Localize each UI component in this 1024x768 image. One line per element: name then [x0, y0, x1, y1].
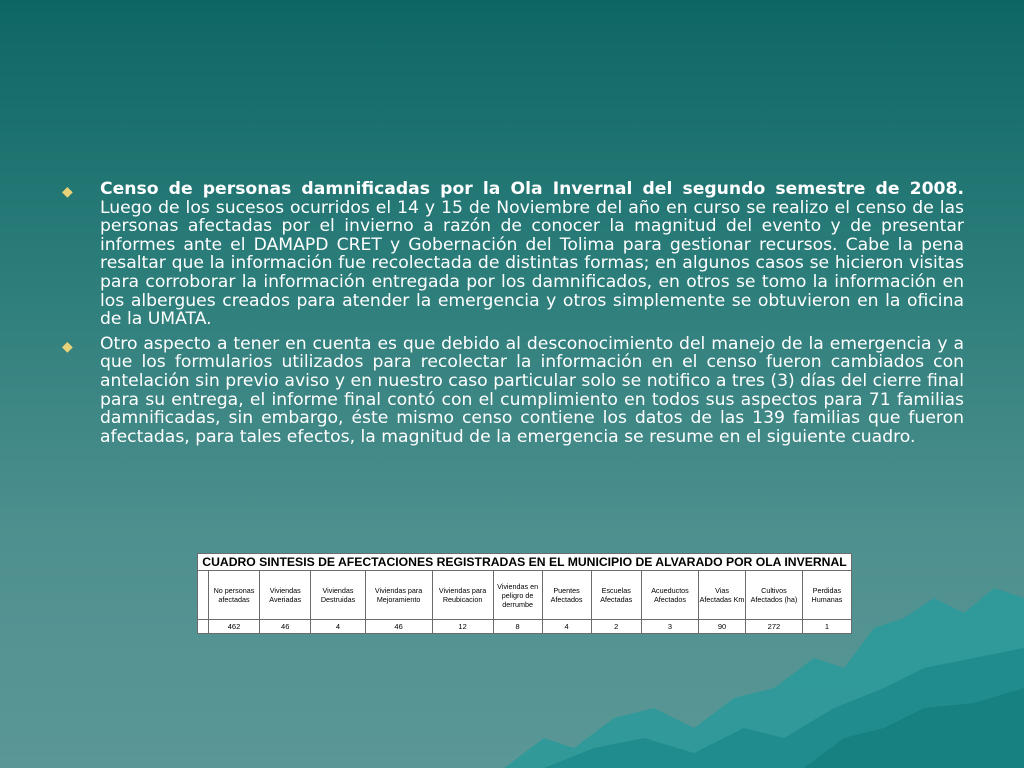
table-header-cell: No personas afectadas [209, 571, 260, 620]
table-cell: 46 [260, 620, 311, 634]
table-header-cell: Viviendas Destruidas [311, 571, 365, 620]
table-blank-cell [198, 571, 209, 620]
table-cell: 12 [432, 620, 493, 634]
table-title: CUADRO SINTESIS DE AFECTACIONES REGISTRADAS EN EL MUNICIPIO DE ALVARADO POR OLA INVERNAL [198, 554, 852, 571]
paragraph-text: Luego de los sucesos ocurridos el 14 y 15 de Noviembre del año en curso se realizo el censo de las personas afectadas por el invierno a razón de conocer la magnitud del evento y de presentar informes ante el DAMAPD CRET y Gobernación del Tolima para gestionar recursos. Cabe la pena resaltar que la información fue recolectada de distintas formas; en algunos casos se hicieron visitas para corroborar la información entregada por los damnificados, en otros se tomo la información en los albergues creados para atender la emergencia y otros simplemente se obtuvieron en la oficina de la UMATA. [100, 197, 964, 330]
table-header-cell: Escuelas Afectadas [591, 571, 642, 620]
table-cell: 3 [642, 620, 699, 634]
paragraph-heading: Censo de personas damnificadas por la Ola Invernal del segundo semestre de 2008. [100, 179, 964, 199]
table-header-cell: Viviendas Averiadas [260, 571, 311, 620]
table-header-cell: Puentes Afectados [542, 571, 591, 620]
table-header-cell: Viviendas para Reubicacion [432, 571, 493, 620]
list-item [62, 335, 964, 453]
paragraph-other-aspect [100, 335, 964, 447]
table-cell: 90 [699, 620, 746, 634]
diamond-bullet-icon: ◆ [62, 338, 73, 355]
table-cell: 2 [591, 620, 642, 634]
table-cell: 4 [542, 620, 591, 634]
table-cell: 4 [311, 620, 365, 634]
table-cell: 46 [365, 620, 432, 634]
table-header-cell: Viviendas en peligro de derrumbe [493, 571, 542, 620]
table-cell: 272 [746, 620, 803, 634]
paragraph-census [100, 180, 964, 329]
table-header-cell: Cultivos Afectados (ha) [746, 571, 803, 620]
table-cell: 462 [209, 620, 260, 634]
body-text [62, 180, 964, 452]
list-item [62, 180, 964, 335]
paragraph-text: Otro aspecto a tener en cuenta es que debido al desconocimiento del manejo de la emergencia y a que los formularios utilizados para recolectar la información en el censo fueron cambiados con antelación sin previo aviso y en nuestro caso particular solo se notifico a tres (3) días del cierre final para su entrega, el informe final contó con el cumplimiento en todos sus aspectos para 71 familias damnificadas, sin embargo, éste mismo censo contiene los datos de las 139 familias que fueron afectadas, para tales efectos, la magnitud de la emergencia se resume en el siguiente cuadro. [100, 333, 964, 447]
table-cell: 8 [493, 620, 542, 634]
table-cell: 1 [802, 620, 851, 634]
table-row [198, 620, 852, 634]
diamond-bullet-icon: ◆ [62, 184, 73, 200]
summary-table [197, 553, 852, 634]
table-header-cell: Viviendas para Mejoramiento [365, 571, 432, 620]
table-header-cell: Perdidas Humanas [802, 571, 851, 620]
table-header-row [198, 571, 852, 620]
table-blank-cell [198, 620, 209, 634]
table-header-cell: Acueductos Afectados [642, 571, 699, 620]
table-header-cell: Vias Afectadas Km [699, 571, 746, 620]
